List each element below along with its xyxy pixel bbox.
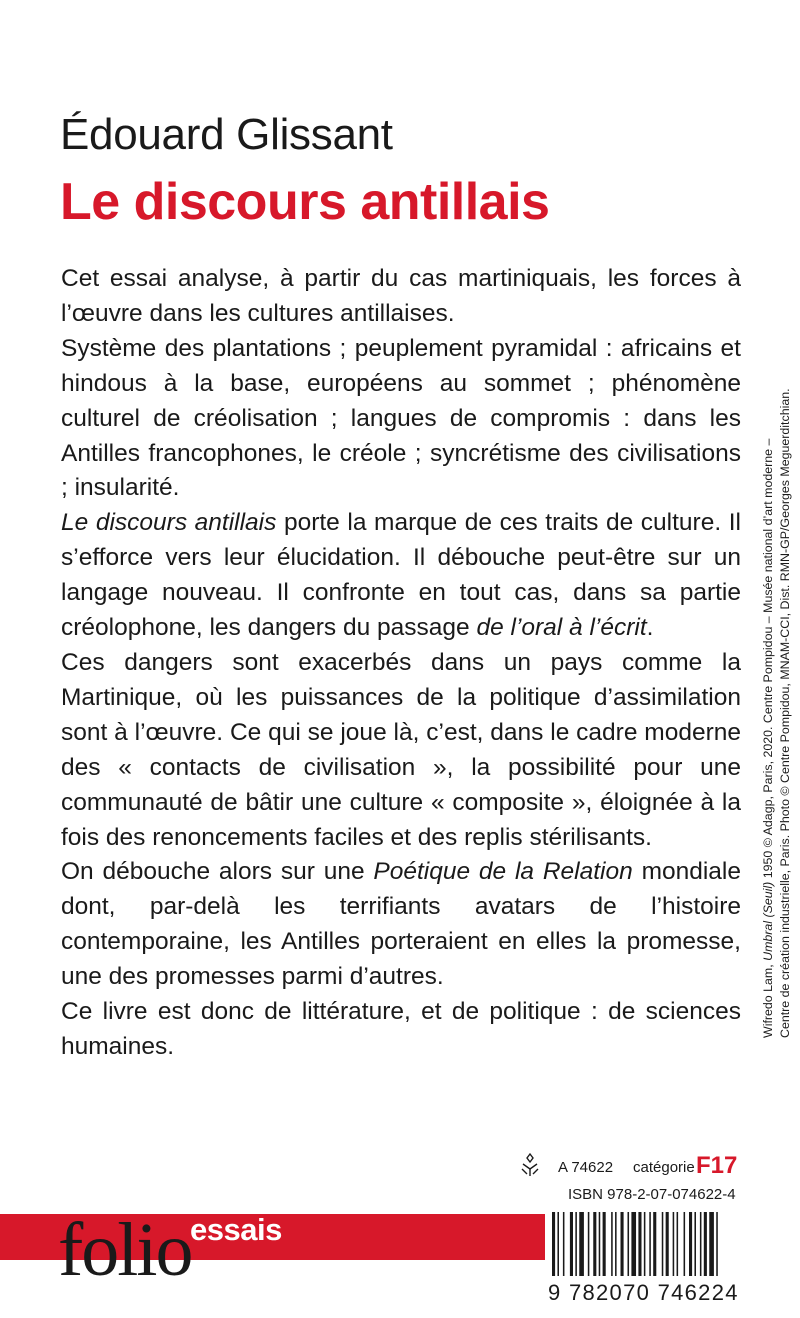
barcode-bar [588,1212,590,1276]
blurb-paragraph: Ces dangers sont exacerbés dans un pays comme la Martinique, où les puissances de la politique d’assimilation sont à l’œuvre. Ce qui se joue là, c’est, dans le cadre moderne des « contacts de civilisation », la possibilité pour une communauté de bâtir une culture « composite », éloignée à la fois des renoncements faciles et des replis stérilisants. [61,648,741,851]
isbn-number: ISBN 978-2-07-074622-4 [568,1186,736,1203]
barcode-bar [700,1212,702,1276]
barcode-bar [575,1212,577,1276]
barcode-bar [570,1212,573,1276]
barcode-bar [704,1212,707,1276]
credits-text: 1950 © Adagp, Paris, 2020. Centre Pompidou – Musée national d’art moderne – [761,438,775,882]
barcode-bar [684,1212,686,1276]
barcode-bar [644,1212,646,1276]
folio-logo: folio [58,1208,192,1292]
barcode-bar [673,1212,675,1276]
blurb-paragraph: Ce livre est donc de littérature, et de politique : de sciences humaines. [61,998,741,1060]
image-credits [760,388,800,1039]
barcode-bar [662,1212,664,1276]
barcode-bar [649,1212,651,1276]
blurb-text: . [646,614,654,642]
credits-line-1 [760,68,777,1038]
barcode-bar [666,1212,669,1276]
barcode-bar [653,1212,656,1276]
credits-rotated-text [760,68,793,1038]
blurb-text: mondiale dont, par-delà les terrifiants avatars de l’histoire contemporaine, les Antilles porteraient en elles la promesse, une des promesses parmi d’autres. [61,858,741,991]
italic-title: Le discours antillais [61,509,277,537]
credits-artwork-title: Umbral (Seuil) [761,881,775,961]
italic-phrase: de l’oral à l’écrit [476,614,647,642]
barcode-bar [593,1212,596,1276]
barcode-bar [638,1212,641,1276]
barcode-bar [716,1212,718,1276]
credits-line-2: Centre de création industrielle, Paris. Photo © Centre Pompidou, MNAM-CCI, Dist. RMN-GP/Georges Meguerditchian. [777,388,792,1038]
back-cover-blurb [61,262,741,1065]
gallimard-logo-icon [518,1152,542,1178]
blurb-text: On débouche alors sur une [61,858,374,886]
blurb-paragraph [61,855,741,995]
barcode-bar [599,1212,601,1276]
category-code: F17 [696,1152,738,1179]
barcode-bar [709,1212,714,1276]
barcode-bar [579,1212,584,1276]
barcode-bar [677,1212,679,1276]
italic-phrase: Poétique de la Relation [373,858,633,886]
category-label: catégorie [633,1159,695,1176]
barcode-bar [631,1212,636,1276]
barcode [548,1212,744,1312]
barcode-bar [611,1212,613,1276]
barcode-bar [628,1212,630,1276]
blurb-text: porte la marque de ces traits de culture. Il s’efforce vers leur élucidation. Il débouche peut-être sur un langage nouveau. Il confronte en tout cas, dans sa partie créolophone, les dangers du passage [61,509,741,642]
series-name: essais [190,1212,282,1247]
barcode-bar [603,1212,606,1276]
barcode-bar [615,1212,617,1276]
barcode-bar [621,1212,624,1276]
barcode-bar [689,1212,692,1276]
barcode-bar [563,1212,565,1276]
blurb-paragraph [61,506,741,646]
blurb-paragraph: Système des plantations ; peuplement pyramidal : africains et hindous à la base, européens au sommet ; phénomène culturel de créolisation ; langues de compromis : dans les Antilles francophones, le créole ; syncrétisme des civilisations ; insularité. [61,334,741,502]
credits-text: Wifredo Lam, [761,960,775,1038]
barcode-digits: 9 782070 746224 [548,1280,739,1305]
catalog-number: A 74622 [558,1159,614,1176]
author-name: Édouard Glissant [60,110,393,159]
catalog-codes [518,1152,748,1182]
book-title: Le discours antillais [60,173,550,231]
blurb-paragraph: Cet essai analyse, à partir du cas martiniquais, les forces à l’œuvre dans les cultures antillaises. [61,265,741,327]
barcode-bar [552,1212,555,1276]
barcode-bar [557,1212,559,1276]
barcode-bar [694,1212,696,1276]
